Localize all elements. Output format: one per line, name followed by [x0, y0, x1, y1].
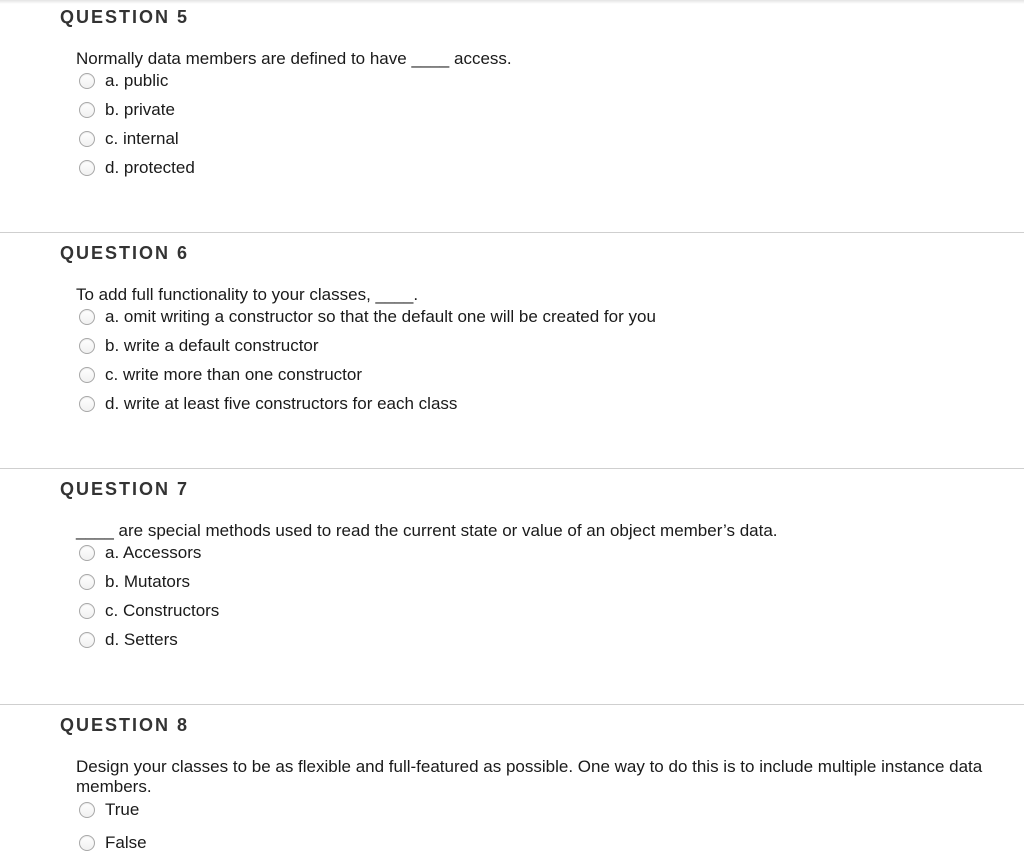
option-d[interactable] — [79, 157, 195, 179]
option-c[interactable] — [79, 600, 219, 622]
radio-button[interactable] — [79, 73, 95, 89]
radio-button[interactable] — [79, 160, 95, 176]
option-label: True — [105, 800, 140, 819]
option-label: a. public — [105, 71, 169, 90]
option-label: b. private — [105, 100, 175, 119]
option-a[interactable] — [79, 542, 201, 564]
question-text: ____ are special methods used to read the current state or value of an object member’s data. — [76, 521, 778, 540]
question-text: Normally data members are defined to have ____ access. — [76, 49, 512, 68]
radio-button[interactable] — [79, 367, 95, 383]
option-label: d. protected — [105, 158, 195, 177]
question-text: Design your classes to be as flexible and full-featured as possible. One way to do this is to include multiple instance data members. — [76, 757, 983, 796]
option-label: c. Constructors — [105, 601, 220, 620]
option-d[interactable] — [79, 629, 178, 651]
radio-button[interactable] — [79, 131, 95, 147]
option-true[interactable] — [79, 799, 139, 821]
option-label: a. Accessors — [105, 543, 202, 562]
radio-button[interactable] — [79, 574, 95, 590]
option-label: a. omit writing a constructor so that the default one will be created for you — [105, 307, 656, 326]
question-heading: QUESTION 8 — [60, 715, 190, 735]
option-label: b. write a default constructor — [105, 336, 319, 355]
question-heading: QUESTION 5 — [60, 7, 190, 27]
option-label: d. write at least five constructors for each class — [105, 394, 458, 413]
option-false[interactable] — [79, 832, 147, 854]
option-b[interactable] — [79, 571, 190, 593]
option-a[interactable] — [79, 306, 656, 328]
option-c[interactable] — [79, 128, 179, 150]
option-label: c. internal — [105, 129, 179, 148]
radio-button[interactable] — [79, 632, 95, 648]
option-a[interactable] — [79, 70, 168, 92]
radio-button[interactable] — [79, 338, 95, 354]
radio-button[interactable] — [79, 802, 95, 818]
question-divider — [0, 468, 1024, 469]
question-heading: QUESTION 7 — [60, 479, 190, 499]
option-c[interactable] — [79, 364, 362, 386]
option-label: b. Mutators — [105, 572, 191, 591]
radio-button[interactable] — [79, 102, 95, 118]
radio-button[interactable] — [79, 545, 95, 561]
option-label: c. write more than one constructor — [105, 365, 363, 384]
radio-button[interactable] — [79, 603, 95, 619]
top-shadow — [0, 0, 1024, 4]
question-text: To add full functionality to your classes, ____. — [76, 285, 419, 304]
question-divider — [0, 704, 1024, 705]
radio-button[interactable] — [79, 835, 95, 851]
option-b[interactable] — [79, 99, 175, 121]
option-label: False — [105, 833, 147, 852]
radio-button[interactable] — [79, 396, 95, 412]
question-divider — [0, 232, 1024, 233]
radio-button[interactable] — [79, 309, 95, 325]
question-heading: QUESTION 6 — [60, 243, 190, 263]
option-d[interactable] — [79, 393, 457, 415]
option-b[interactable] — [79, 335, 319, 357]
option-label: d. Setters — [105, 630, 178, 649]
